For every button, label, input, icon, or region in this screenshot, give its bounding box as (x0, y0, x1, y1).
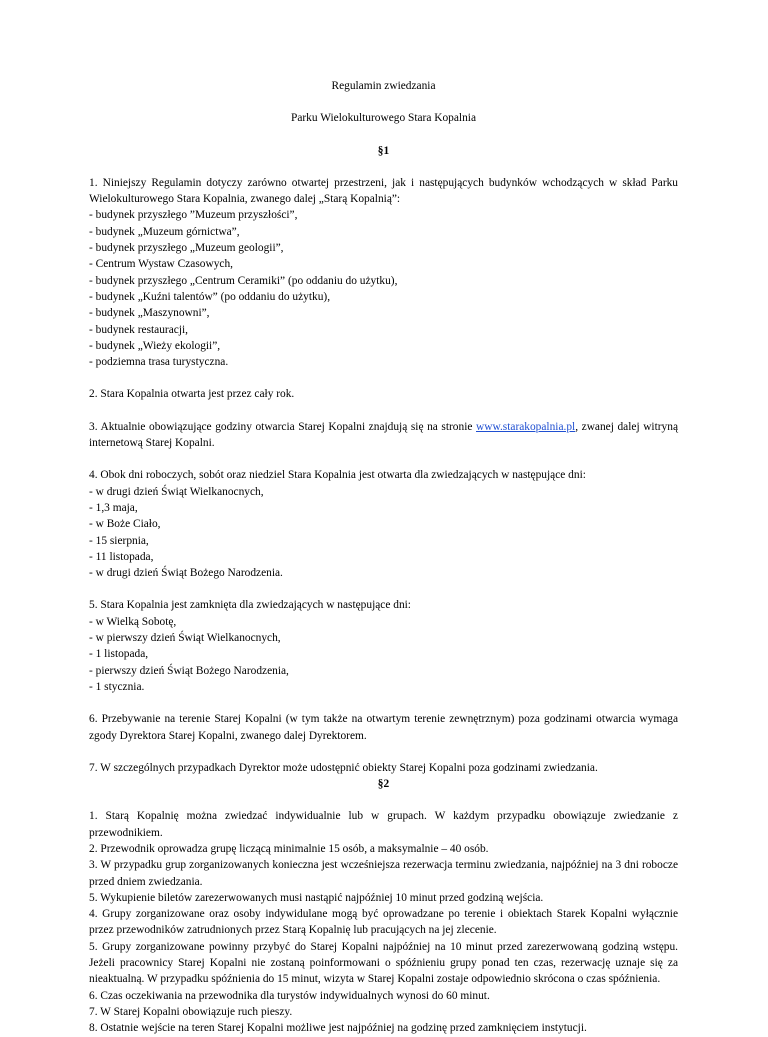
section-2-item: 5. Grupy zorganizowane powinny przybyć do Starej Kopalni najpóźniej na 10 minut przed zarezerwowaną godziną wstępu. Jeżeli pracownicy Starej Kopalni nie zostaną poinformowani o spóźnieniu grupy ponad ten czas, rezerwację uznaje się za nieaktualną. W przypadku spóźnienia do 15 minut, wizyta w Starej Kopalni zostaje odpowiednio skrócona o czas spóźnienia. (89, 940, 678, 986)
list-item: - budynek przyszłego „Centrum Ceramiki” (po oddaniu do użytku), (89, 274, 398, 287)
paragraph-5-intro: 5. Stara Kopalnia jest zamknięta dla zwiedzających w następujące dni: (89, 599, 411, 612)
list-item: - pierwszy dzień Świąt Bożego Narodzenia, (89, 664, 289, 677)
paragraph-1-intro: 1. Niniejszy Regulamin dotyczy zarówno otwartej przestrzeni, jak i następujących budynków wchodzących w skład Parku Wielokulturowego Stara Kopalnia, zwanego dalej „Starą Kopalnią”: (89, 176, 678, 206)
list-item: - podziemna trasa turystyczna. (89, 356, 229, 369)
paragraph-4 (89, 467, 678, 581)
list-item: - w drugi dzień Świąt Wielkanocnych, (89, 485, 264, 498)
section-2-item: 2. Przewodnik oprowadza grupę liczącą minimalnie 15 osób, a maksymalnie – 40 osób. (89, 842, 489, 855)
paragraph-3-before: 3. Aktualnie obowiązujące godziny otwarcia Starej Kopalni znajdują się na stronie (89, 420, 476, 433)
paragraph-6: 6. Przebywanie na terenie Starej Kopalni (w tym także na otwartym terenie zewnętrznym) poza godzinami otwarcia wymaga zgody Dyrektora Starej Kopalni, zwanego dalej Dyrektorem. (89, 713, 678, 742)
list-item: - 1 stycznia. (89, 680, 145, 693)
list-item: - 11 listopada, (89, 550, 154, 563)
paragraph-3-after: , zwanej dalej witryną internetową Starej Kopalni. (89, 420, 678, 450)
list-item: - 1 listopada, (89, 648, 149, 661)
list-item: - budynek „Kuźni talentów” (po oddaniu do użytku), (89, 290, 331, 303)
section-heading-1: §1 (377, 144, 390, 157)
list-item: - w pierwszy dzień Świąt Wielkanocnych, (89, 632, 281, 645)
section-2-item: 5. Wykupienie biletów zarezerwowanych musi nastąpić najpóźniej 10 minut przed godziną wejścia. (89, 891, 544, 904)
document-page (89, 78, 678, 1037)
document-subtitle: Parku Wielokulturowego Stara Kopalnia (290, 112, 477, 125)
list-item: - w drugi dzień Świąt Bożego Narodzenia. (89, 567, 283, 580)
list-item: - w Boże Ciało, (89, 518, 161, 531)
list-item: - 1,3 maja, (89, 501, 138, 514)
section-2-item: 6. Czas oczekiwania na przewodnika dla turystów indywidualnych wynosi do 60 minut. (89, 989, 490, 1002)
list-item: - 15 sierpnia, (89, 534, 149, 547)
list-item: - budynek „Wieży ekologii”, (89, 339, 221, 352)
section-2-item: 8. Ostatnie wejście na teren Starej Kopalni możliwe jest najpóźniej na godzinę przed zamknięciem instytucji. (89, 1022, 587, 1035)
section-heading-2: §2 (377, 778, 390, 791)
list-item: - budynek „Maszynowni”, (89, 307, 210, 320)
list-item: - budynek przyszłego ”Muzeum przyszłości”, (89, 209, 298, 222)
paragraph-5 (89, 597, 678, 695)
list-item: - budynek przyszłego „Muzeum geologii”, (89, 242, 284, 255)
paragraph-1 (89, 175, 678, 371)
section-2-item: 3. W przypadku grup zorganizowanych konieczna jest wcześniejsza rezerwacja terminu zwiedzania, najpóźniej na 3 dni robocze przed dniem zwiedzania. (89, 859, 678, 888)
paragraph-7: 7. W szczególnych przypadkach Dyrektor może udostępnić obiekty Starej Kopalni poza godzinami zwiedzania. (89, 761, 598, 774)
website-link[interactable]: www.starakopalnia.pl (476, 420, 576, 433)
list-item: - w Wielką Sobotę, (89, 615, 177, 628)
paragraph-4-intro: 4. Obok dni roboczych, sobót oraz niedziel Stara Kopalnia jest otwarta dla zwiedzających w następujące dni: (89, 469, 586, 482)
list-item: - budynek „Muzeum górnictwa”, (89, 225, 240, 238)
list-item: - Centrum Wystaw Czasowych, (89, 258, 233, 271)
paragraph-3 (89, 419, 678, 452)
document-title: Regulamin zwiedzania (331, 80, 436, 92)
section-2-item: 4. Grupy zorganizowane oraz osoby indywidulane mogą być oprowadzane po terenie i obiektach Starek Kopalni wyłącznie przez przewodników zatrudnionych przez Starą Kopalnię lub pracujących na jej zlecenie. (89, 908, 678, 937)
list-item: - budynek restauracji, (89, 323, 188, 336)
section-2-item: 1. Starą Kopalnię można zwiedzać indywidualnie lub w grupach. W każdym przypadku obowiązuje zwiedzanie z przewodnikiem. (89, 810, 678, 839)
paragraph-2: 2. Stara Kopalnia otwarta jest przez cały rok. (89, 388, 295, 401)
section-2-item: 7. W Starej Kopalni obowiązuje ruch pieszy. (89, 1005, 293, 1018)
